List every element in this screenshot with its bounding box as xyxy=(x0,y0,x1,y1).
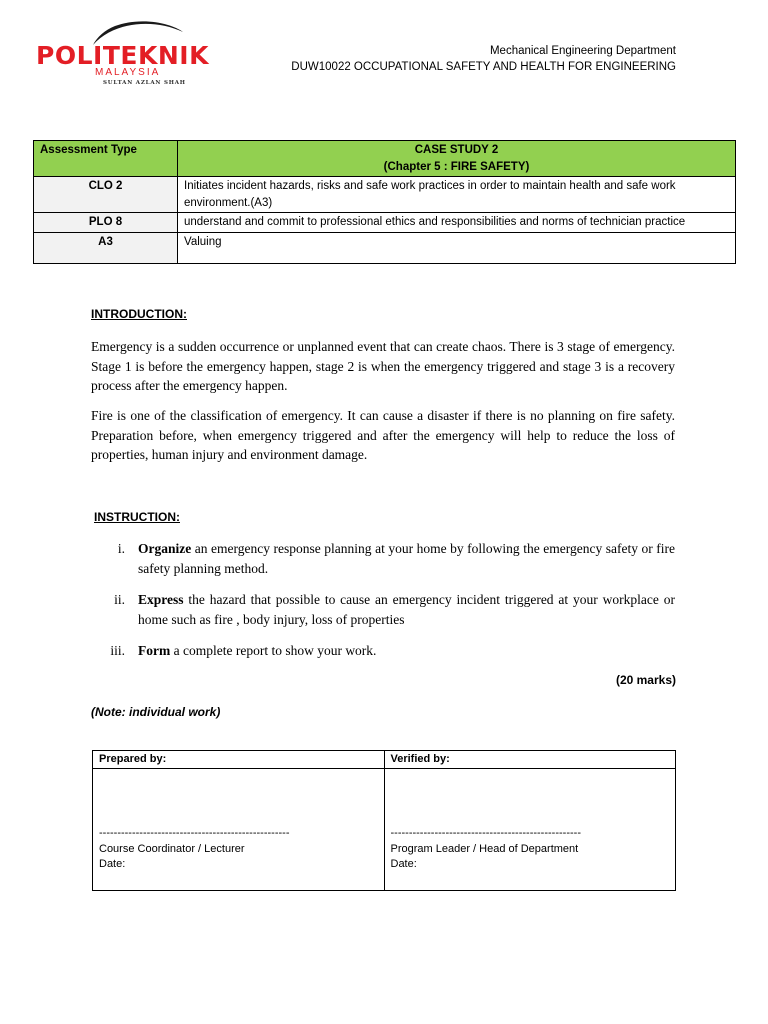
table-row xyxy=(34,177,736,213)
assessment-table xyxy=(33,140,736,264)
list-number: i. xyxy=(117,541,125,556)
table-row xyxy=(34,232,736,263)
domain-description: Valuing xyxy=(178,232,736,263)
prepared-signature-block xyxy=(99,826,289,873)
note-text: (Note: individual work) xyxy=(91,705,221,719)
logo-country: MALAYSIA xyxy=(95,67,161,78)
signoff-header-row xyxy=(93,751,676,769)
department-name: Mechanical Engineering Department xyxy=(489,45,676,57)
list-text xyxy=(138,539,675,578)
signature-line: ---------------------------------------------------- xyxy=(390,827,581,839)
verified-role: Program Leader / Head of Department xyxy=(390,842,579,855)
list-verb: Express xyxy=(138,592,184,607)
prepared-by-label: Prepared by: xyxy=(93,751,385,769)
total-marks: (20 marks) xyxy=(615,673,676,687)
plo-description: understand and commit to professional ethics and responsibilities and norms of technician practice xyxy=(178,213,736,233)
list-text xyxy=(138,641,675,661)
list-detail: a complete report to show your work. xyxy=(170,643,377,658)
plo-code: PLO 8 xyxy=(34,213,178,233)
introduction-paragraph-1: Emergency is a sudden occurrence or unplanned event that can create chaos. There is 3 stage of emergency. Stage 1 is before the emergency happen, stage 2 is when the emergency triggered and stage 3 is a recovery process after the emergency happen. xyxy=(91,339,675,393)
prepared-by-cell xyxy=(93,769,385,891)
list-number: iii. xyxy=(110,643,125,658)
prepared-date-label: Date: xyxy=(99,858,126,870)
list-verb: Organize xyxy=(138,541,192,556)
list-detail: the hazard that possible to cause an emergency incident triggered at your workplace or home such as fire , body injury, loss of properties xyxy=(138,592,675,627)
list-text xyxy=(138,590,675,629)
list-detail: an emergency response planning at your home by following the emergency safety or fire safety planning method. xyxy=(138,541,675,576)
logo-campus: SULTAN AZLAN SHAH xyxy=(103,80,186,86)
verified-signature-block xyxy=(391,826,581,873)
assessment-header-row xyxy=(34,141,736,177)
clo-code: CLO 2 xyxy=(34,177,178,213)
signature-line: ---------------------------------------------------- xyxy=(99,827,290,839)
prepared-role: Course Coordinator / Lecturer xyxy=(99,842,245,855)
clo-description: Initiates incident hazards, risks and safe work practices in order to maintain health and safe work environment.(A3) xyxy=(178,177,736,213)
verified-by-cell xyxy=(384,769,676,891)
list-verb: Form xyxy=(138,643,171,658)
table-row xyxy=(34,213,736,233)
logo-wordmark: POLITEKNIK xyxy=(36,41,209,70)
instruction-heading: INSTRUCTION: xyxy=(94,510,180,524)
verified-by-label: Verified by: xyxy=(384,751,676,769)
verified-date-label: Date: xyxy=(390,858,417,870)
assessment-title xyxy=(178,141,736,177)
domain-code: A3 xyxy=(34,232,178,263)
politeknik-logo xyxy=(33,18,211,86)
introduction-paragraph-2: Fire is one of the classification of emergency. It can cause a disaster if there is no planning on fire safety. Preparation before, when emergency triggered and after the emergency will help to reduce the loss of properties, human injury and environment damage. xyxy=(91,408,675,462)
course-title: DUW10022 OCCUPATIONAL SAFETY AND HEALTH FOR ENGINEERING xyxy=(291,61,676,73)
signoff-table xyxy=(92,750,676,891)
assessment-type-label: Assessment Type xyxy=(34,141,178,177)
introduction-heading: INTRODUCTION: xyxy=(91,307,187,321)
list-number: ii. xyxy=(114,592,125,607)
case-study-title: CASE STUDY 2 xyxy=(414,144,499,156)
signoff-body-row xyxy=(93,769,676,891)
chapter-title: (Chapter 5 : FIRE SAFETY) xyxy=(383,160,530,173)
